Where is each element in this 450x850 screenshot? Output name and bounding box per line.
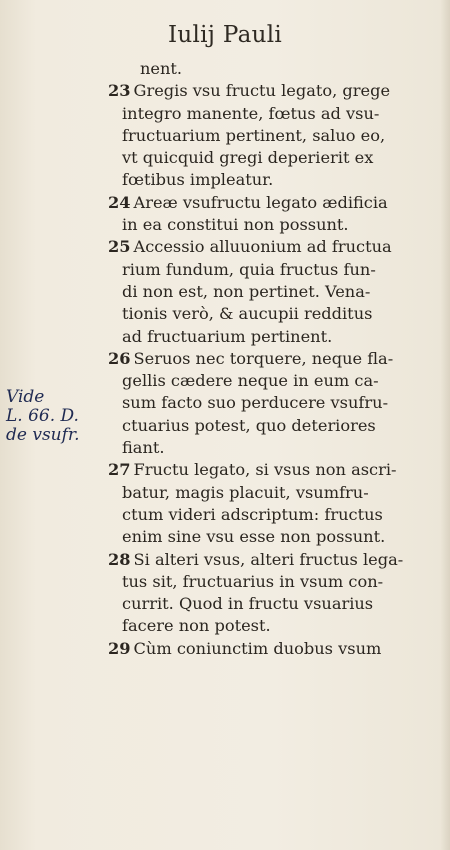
handwritten-marginal-note bbox=[6, 388, 104, 445]
marginal-note-line: L. 66. D. bbox=[6, 406, 79, 426]
text-line bbox=[108, 370, 408, 392]
line-text: currit. Quod in fructu vsuarius bbox=[122, 594, 374, 614]
line-text: facere non potest. bbox=[122, 616, 271, 636]
text-line bbox=[108, 58, 408, 80]
body-text bbox=[108, 58, 408, 660]
line-text: nent. bbox=[140, 59, 183, 78]
paragraph-number: 24 bbox=[108, 192, 131, 212]
text-line bbox=[108, 214, 408, 236]
text-line bbox=[108, 415, 408, 437]
text-line bbox=[108, 80, 408, 102]
paragraph-number: 26 bbox=[108, 348, 131, 368]
text-line bbox=[108, 147, 408, 169]
line-text: ctuarius potest, quo deteriores bbox=[122, 415, 376, 435]
line-text: Cùm coniunctim duobus vsum bbox=[133, 638, 382, 658]
line-text: rium fundum, quia fructus fun- bbox=[122, 259, 376, 279]
line-text: sum facto suo perducere vsufru- bbox=[122, 393, 389, 413]
text-line bbox=[108, 348, 408, 370]
line-text: tus sit, fructuarius in vsum con- bbox=[122, 571, 384, 591]
text-line bbox=[108, 615, 408, 637]
line-text: ctum videri adscriptum: fructus bbox=[122, 504, 383, 524]
paragraph-number: 25 bbox=[108, 237, 131, 257]
line-text: batur, magis placuit, vsumfru- bbox=[122, 482, 369, 502]
marginal-note-line: Vide bbox=[6, 387, 45, 407]
line-text: di non est, non pertinet. Vena- bbox=[122, 281, 371, 301]
line-text: fiant. bbox=[122, 438, 165, 458]
line-text: Areæ vsufructu legato ædificia bbox=[133, 192, 388, 212]
paragraph-number: 28 bbox=[108, 549, 131, 569]
text-line bbox=[108, 192, 408, 214]
line-text: Gregis vsu fructu legato, grege bbox=[133, 81, 391, 101]
line-text: Accessio alluuonium ad fructua bbox=[133, 237, 392, 257]
line-text: vt quicquid gregi deperierit ex bbox=[122, 148, 374, 168]
page-edge-shadow bbox=[440, 0, 450, 850]
paragraph-number: 27 bbox=[108, 460, 131, 480]
text-line bbox=[108, 125, 408, 147]
text-line bbox=[108, 437, 408, 459]
paragraph-number: 29 bbox=[108, 638, 131, 658]
text-line bbox=[108, 103, 408, 125]
text-line bbox=[108, 326, 408, 348]
text-line bbox=[108, 526, 408, 548]
line-text: fœtibus impleatur. bbox=[122, 170, 274, 190]
text-line bbox=[108, 281, 408, 303]
text-line bbox=[108, 259, 408, 281]
line-text: Fructu legato, si vsus non ascri- bbox=[133, 460, 397, 480]
line-text: Seruos nec torquere, neque fla- bbox=[133, 348, 394, 368]
marginal-note-line: de vsufr. bbox=[6, 425, 80, 445]
text-line bbox=[108, 303, 408, 325]
text-line bbox=[108, 638, 408, 660]
line-text: gellis cædere neque in eum ca- bbox=[122, 371, 379, 391]
text-line bbox=[108, 236, 408, 258]
text-line bbox=[108, 392, 408, 414]
text-line bbox=[108, 549, 408, 571]
text-line bbox=[108, 459, 408, 481]
line-text: ad fructuarium pertinent. bbox=[122, 326, 333, 346]
line-text: enim sine vsu esse non possunt. bbox=[122, 527, 386, 547]
text-line bbox=[108, 571, 408, 593]
line-text: in ea constitui non possunt. bbox=[122, 215, 349, 235]
paragraph-number: 23 bbox=[108, 81, 131, 101]
text-line bbox=[108, 169, 408, 191]
line-text: fructuarium pertinent, saluo eo, bbox=[122, 125, 386, 145]
line-text: integro manente, fœtus ad vsu- bbox=[122, 103, 380, 123]
line-text: tionis verò, & aucupii redditus bbox=[122, 304, 373, 324]
text-line bbox=[108, 593, 408, 615]
line-text: Si alteri vsus, alteri fructus lega- bbox=[133, 549, 404, 569]
running-head: Iulij Pauli bbox=[167, 22, 283, 48]
text-line bbox=[108, 482, 408, 504]
text-line bbox=[108, 504, 408, 526]
